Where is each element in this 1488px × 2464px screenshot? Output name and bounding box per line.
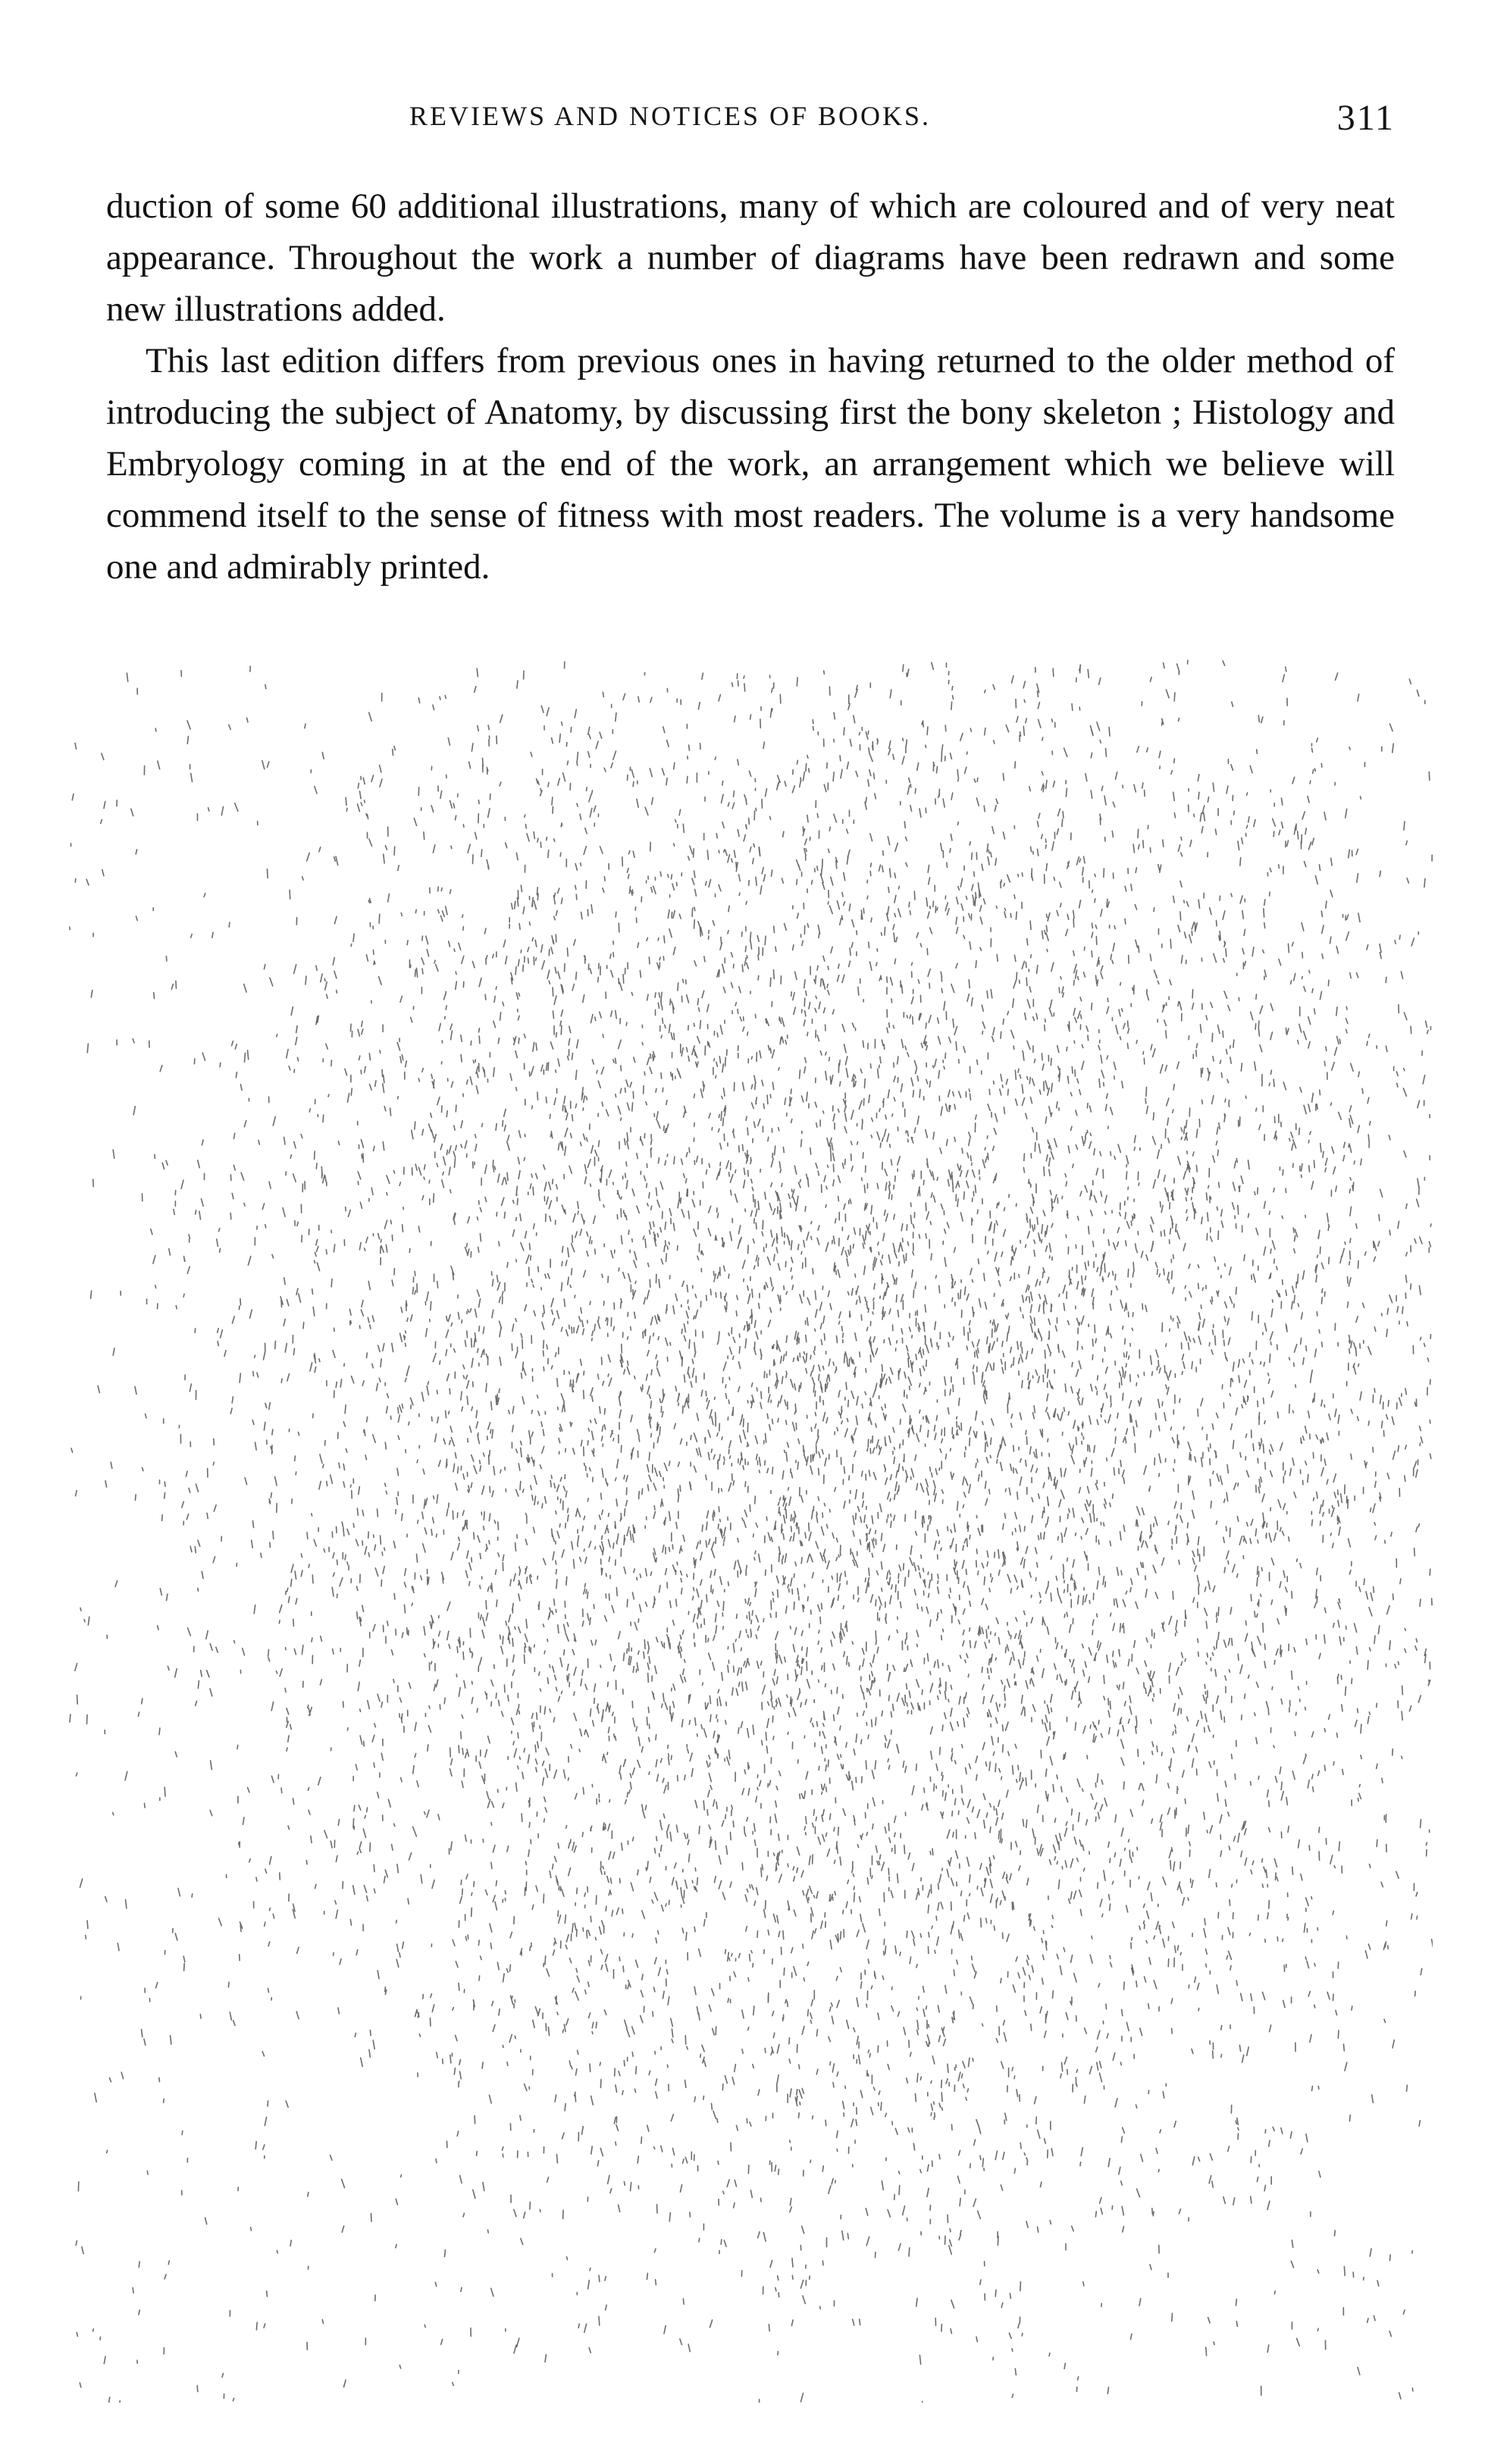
paragraph-edition: This last edition differs from previous ones in having returned to the older method of introducing the subject of Anatomy, by discussing first the bony skeleton ; Histology and Embryology coming in at the end of the work, an arrangement which we believe will commend itself to the sense of fitness with most readers. The volume is a very handsome one and admirably printed. bbox=[106, 341, 1395, 587]
body-text bbox=[106, 180, 1395, 593]
paragraph-continued: duction of some 60 additional illustrations, many of which are coloured and of very neat appearance. Throughout the work a number of diagrams have been redrawn and some new illustrations added. bbox=[106, 186, 1395, 329]
show-through-speckle bbox=[68, 659, 1433, 2403]
running-head bbox=[106, 97, 1395, 150]
running-title: REVIEWS AND NOTICES OF BOOKS. bbox=[409, 101, 932, 131]
page-number: 311 bbox=[1336, 98, 1395, 138]
speckle-marks bbox=[70, 660, 1433, 2403]
